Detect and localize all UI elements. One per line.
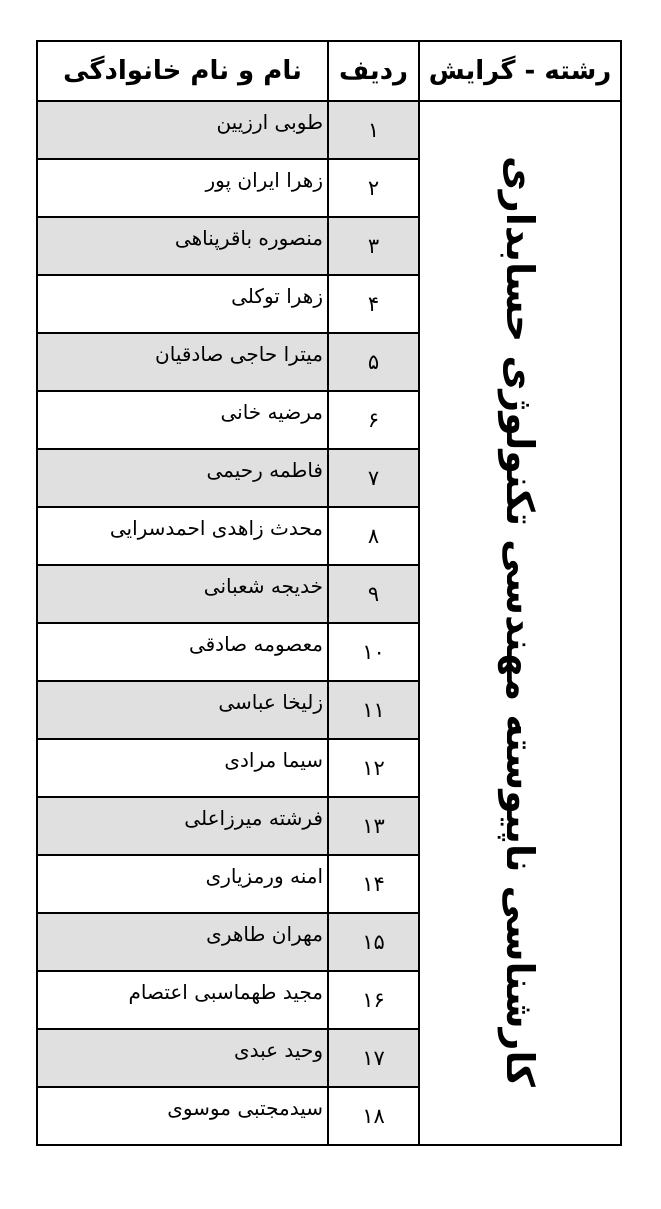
row-number: ۱ bbox=[328, 101, 419, 159]
student-name: میترا حاجی صادقیان bbox=[37, 333, 328, 391]
student-name: خدیجه شعبانی bbox=[37, 565, 328, 623]
student-name: سیما مرادی bbox=[37, 739, 328, 797]
row-number: ۸ bbox=[328, 507, 419, 565]
row-number: ۱۴ bbox=[328, 855, 419, 913]
student-roster-table bbox=[36, 40, 622, 1146]
row-number: ۱۶ bbox=[328, 971, 419, 1029]
row-number: ۱۷ bbox=[328, 1029, 419, 1087]
student-name: وحید عبدی bbox=[37, 1029, 328, 1087]
row-number: ۶ bbox=[328, 391, 419, 449]
row-number: ۴ bbox=[328, 275, 419, 333]
header-full-name: نام و نام خانوادگی bbox=[37, 41, 328, 101]
header-field-of-study: رشته - گرایش bbox=[419, 41, 621, 101]
row-number: ۵ bbox=[328, 333, 419, 391]
student-name: فرشته میرزاعلی bbox=[37, 797, 328, 855]
row-number: ۱۱ bbox=[328, 681, 419, 739]
student-name: معصومه صادقی bbox=[37, 623, 328, 681]
student-name: فاطمه رحیمی bbox=[37, 449, 328, 507]
field-of-study-cell bbox=[419, 101, 621, 1145]
header-row-number: ردیف bbox=[328, 41, 419, 101]
field-of-study-value: کارشناسی ناپیوسته مهندسی تکنولوژی حسابداری bbox=[498, 155, 542, 1087]
student-name: محدث زاهدی احمدسرایی bbox=[37, 507, 328, 565]
student-name: مهران طاهری bbox=[37, 913, 328, 971]
student-name: امنه ورمزیاری bbox=[37, 855, 328, 913]
table-header-row bbox=[37, 41, 621, 101]
row-number: ۹ bbox=[328, 565, 419, 623]
student-name: منصوره باقرپناهی bbox=[37, 217, 328, 275]
row-number: ۱۲ bbox=[328, 739, 419, 797]
student-name: مجید طهماسبی اعتصام bbox=[37, 971, 328, 1029]
row-number: ۱۳ bbox=[328, 797, 419, 855]
student-name: زهرا ایران پور bbox=[37, 159, 328, 217]
student-name: زلیخا عباسی bbox=[37, 681, 328, 739]
table-row bbox=[37, 101, 621, 159]
student-name: زهرا توکلی bbox=[37, 275, 328, 333]
row-number: ۲ bbox=[328, 159, 419, 217]
student-roster-sheet bbox=[36, 40, 622, 1170]
row-number: ۱۸ bbox=[328, 1087, 419, 1145]
row-number: ۱۰ bbox=[328, 623, 419, 681]
row-number: ۷ bbox=[328, 449, 419, 507]
student-name: طوبی ارزیین bbox=[37, 101, 328, 159]
student-name: مرضیه خانی bbox=[37, 391, 328, 449]
row-number: ۱۵ bbox=[328, 913, 419, 971]
student-name: سیدمجتبی موسوی bbox=[37, 1087, 328, 1145]
row-number: ۳ bbox=[328, 217, 419, 275]
